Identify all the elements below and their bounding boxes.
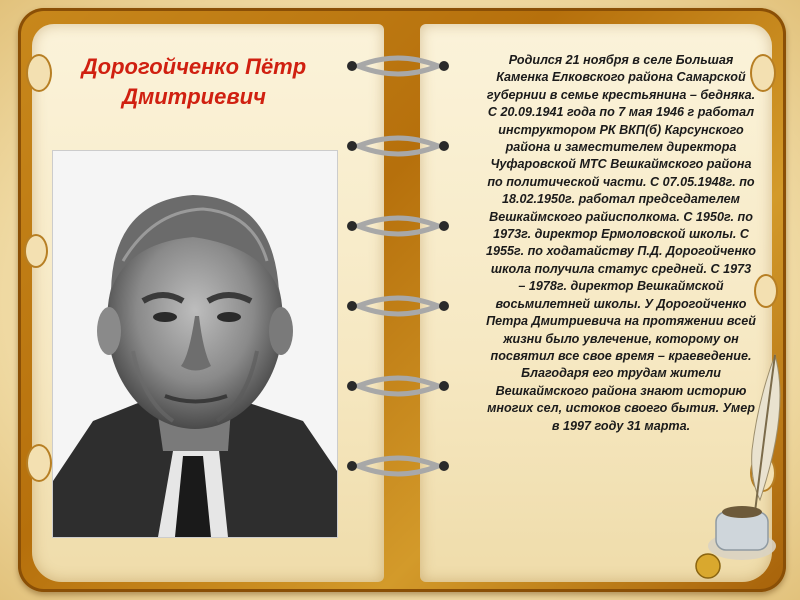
page-title (44, 52, 344, 112)
portrait-image (53, 151, 337, 537)
title-line-2: Дмитриевич (122, 84, 266, 109)
page-curl (26, 444, 52, 482)
biography-text: Родился 21 ноября в селе Большая Каменка Елковского района Самарской губернии в семье крестьянина – бедняка. С 20.09.1941 года по 7 мая 1946 г работал инструктором РК ВКП(б) Карсунского района и заместителем директора Чуфаровской МТС Вешкаймского района по политической части. С 07.05.1948г. по 18.02.1950г. работал председателем Вешкаймского райисполкома. С 1950г. по 1973г. директор Ермоловской школы. С 1955г. по ходатайству П.Д. Дорогойченко школа получила статус средней. С 1973 – 1978г. директор Вешкаймской восьмилетней школы. У Дорогойченко Петра Дмитриевича на протяжении всей жизни было увлечение, которому он посвятил все свое время – краеведение. Благодаря его трудам жители Вешкаймского района знают историю многих сел, истоков своего бытия. Умер в 1997 году 31 марта. (486, 53, 756, 433)
quill-and-inkwell-icon (680, 350, 800, 590)
title-line-1: Дорогойченко Пётр (81, 54, 307, 79)
portrait-photo (52, 150, 338, 538)
page-curl (754, 274, 778, 308)
page-curl (24, 234, 48, 268)
spiral-binding (338, 46, 458, 566)
